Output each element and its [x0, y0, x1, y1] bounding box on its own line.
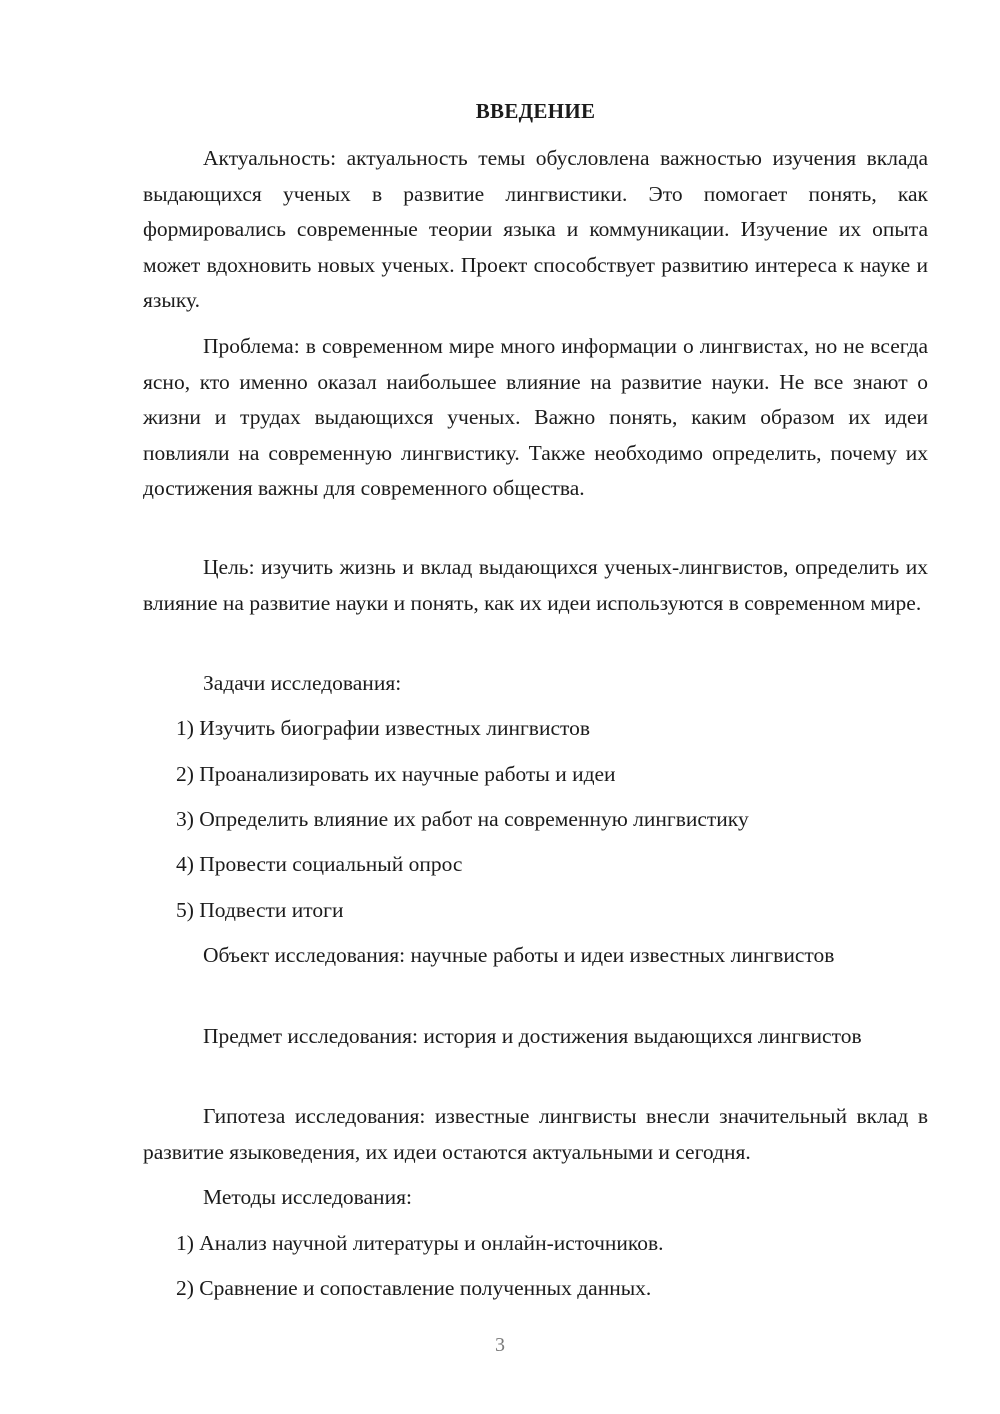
object-paragraph: Объект исследования: научные работы и идеи известных лингвистов [203, 943, 835, 967]
tasks-title: Задачи исследования: [203, 671, 402, 695]
methods-title: Методы исследования: [203, 1185, 412, 1209]
relevance-paragraph: Актуальность: актуальность темы обусловлена важностью изучения вклада выдающихся ученых в развитие лингвистики. Это помогает понять, как формировались современные теории языка и коммуникации. Изучение их опыта может вдохновить новых ученых. Проект способствует развитию интереса к науке и языку. [143, 146, 928, 312]
hypothesis-paragraph: Гипотеза исследования: известные лингвисты внесли значительный вклад в развитие языковедения, их идеи остаются актуальными и сегодня. [143, 1104, 928, 1164]
method-item: 2) Сравнение и сопоставление полученных данных. [176, 1276, 652, 1300]
task-item: 1) Изучить биографии известных лингвистов [176, 716, 591, 740]
task-item: 4) Провести социальный опрос [176, 852, 463, 876]
task-item: 5) Подвести итоги [176, 898, 344, 922]
task-item: 3) Определить влияние их работ на современную лингвистику [176, 807, 749, 831]
problem-paragraph: Проблема: в современном мире много информации о лингвистах, но не всегда ясно, кто именно оказал наибольшее влияние на развитие науки. Не все знают о жизни и трудах выдающихся ученых. Важно понять, каким образом их идеи повлияли на современную лингвистику. Также необходимо определить, почему их достижения важны для современного общества. [143, 334, 928, 500]
task-item: 2) Проанализировать их научные работы и идеи [176, 762, 616, 786]
section-heading: ВВЕДЕНИЕ [475, 99, 596, 123]
goal-paragraph: Цель: изучить жизнь и вклад выдающихся ученых-лингвистов, определить их влияние на развитие науки и понять, как их идеи используются в современном мире. [143, 555, 928, 615]
method-item: 1) Анализ научной литературы и онлайн-источников. [176, 1231, 664, 1255]
page-number: 3 [495, 1334, 505, 1356]
subject-paragraph: Предмет исследования: история и достижения выдающихся лингвистов [203, 1024, 862, 1048]
